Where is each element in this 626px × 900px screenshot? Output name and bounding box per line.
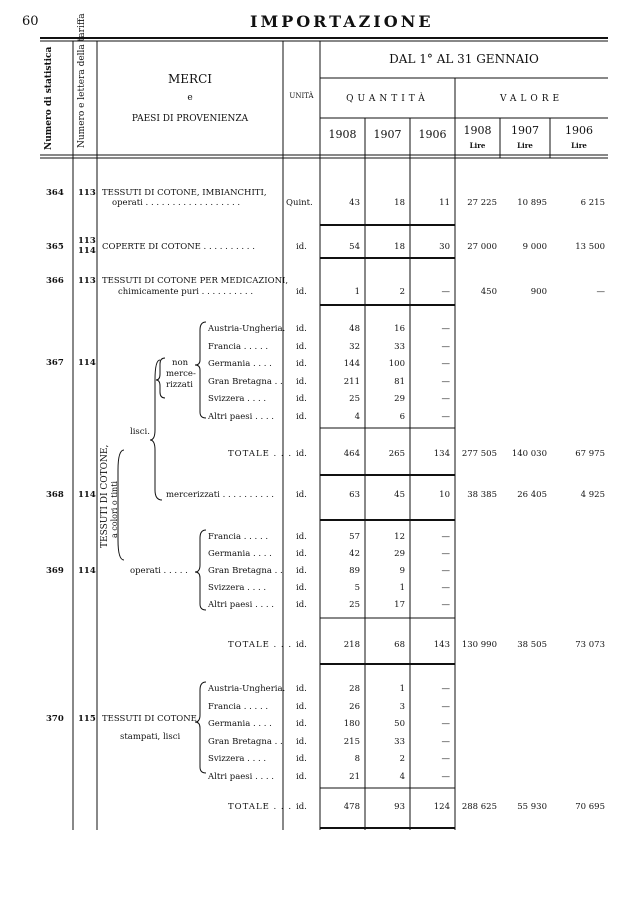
qty-1907: 45 [394,490,405,500]
qty-1907: 17 [394,600,405,610]
value-1907: 9 000 [522,242,547,252]
unit: id. [296,449,307,459]
header-merci: MERCI [167,72,212,86]
total-qty-1906: 143 [433,640,450,650]
country-name: Germania . . . . [208,549,272,559]
header-lire: Lire [517,141,533,150]
value-1906: 4 925 [580,490,605,500]
qty-1908: 57 [349,532,360,542]
qty-1908: 144 [343,359,360,369]
qty-1906: — [441,583,450,593]
tariff-number: 114 [78,358,96,368]
value-1908: 38 385 [467,490,497,500]
stat-number: 369 [46,566,64,576]
unit: id. [296,532,307,542]
qty-1907: 3 [399,701,405,712]
header-lire: Lire [469,141,486,150]
header-valore: VALORE [499,94,564,104]
qty-1908: 42 [349,549,360,559]
goods-description: TESSUTI DI COTONE, [102,714,200,724]
stat-number: 365 [46,242,64,252]
page-title: IMPORTAZIONE [250,12,434,31]
group-label: rizzati [166,380,193,390]
qty-1908: 211 [343,376,360,387]
tariff-number: 114 [78,490,96,500]
qty-1908: 25 [349,600,360,610]
qty-1906: — [441,341,450,352]
unit: id. [296,566,307,576]
desc-text: COPERTE DI COTONE [102,242,201,252]
header-quantita: QUANTITÀ [346,94,429,104]
qty-1907: 29 [394,394,405,404]
total-value-1908: 130 990 [461,640,497,650]
country-name: Svizzera . . . . [208,394,267,404]
qty-1908: 5 [354,583,360,593]
tariff-number: 114 [78,246,96,256]
country-name: Austria-Ungheria. [208,684,286,694]
header-v-1907: 1907 [511,124,539,137]
value-1907: 900 [530,287,547,297]
qty-1906: — [441,376,450,387]
tariff-number: 113 [78,236,96,246]
unit: id. [296,719,307,729]
country-name: Francia . . . . . [208,341,269,352]
unit: id. [296,754,307,764]
qty-1906: — [441,684,450,694]
country-name: Altri paesi . . . . [208,771,274,782]
total-qty-1906: 124 [433,802,450,812]
total-value-1908: 288 625 [461,802,497,812]
total-label: TOTALE . . . [228,640,293,650]
total-qty-1907: 68 [394,640,405,650]
country-name: Altri paesi . . . . [208,411,274,422]
qty-1908: 43 [349,198,360,208]
qty-1906: — [441,771,450,782]
group-label: non [172,358,189,368]
country-name: Francia . . . . . [208,532,269,542]
qty-1907: 33 [394,341,405,352]
qty-1906: — [441,394,450,404]
group-label: merce- [166,369,196,379]
country-name: Gran Bretagna . . [208,376,283,387]
page-number: 60 [22,14,39,29]
qty-1908: 48 [349,324,360,334]
qty-1908: 25 [349,394,360,404]
goods-description-cont: stampati, lisci [120,732,181,742]
goods-description: TESSUTI DI COTONE, IMBIANCHITI, [102,188,267,198]
stat-number: 368 [46,490,64,500]
value-1906: 13 500 [575,242,605,252]
total-value-1907: 38 505 [517,640,547,650]
qty-1906: — [441,532,450,542]
total-value-1907: 140 030 [511,449,547,459]
country-name: Gran Bretagna . . [208,566,283,576]
tariff-number: 113 [78,276,96,286]
unit: id. [296,771,307,782]
qty-1906: — [441,287,450,297]
unit: id. [296,600,307,610]
qty-1908: 32 [349,341,360,352]
total-qty-1908: 218 [343,640,360,650]
qty-1908: 21 [349,771,360,782]
total-value-1907: 55 930 [517,802,547,812]
header-q-1906: 1906 [418,128,447,141]
unit: id. [296,242,307,252]
goods-description: mercerizzati . . . . . . . . . . [166,490,274,500]
qty-1908: 89 [349,566,360,576]
country-name: Altri paesi . . . . [208,600,274,610]
total-qty-1908: 478 [343,802,360,812]
unit: id. [296,736,307,747]
qty-1907: 18 [394,198,405,208]
qty-1907: 1 [399,684,405,694]
qty-1906: 11 [439,198,450,208]
header-period: DAL 1° AL 31 GENNAIO [389,52,539,66]
value-1906: 6 215 [580,198,605,208]
unit: id. [296,394,307,404]
total-value-1908: 277 505 [461,449,497,459]
qty-1906: — [441,566,450,576]
qty-1906: 30 [439,242,450,252]
tariff-number: 115 [78,714,96,724]
country-name: Germania . . . . [208,359,272,369]
qty-1906: — [441,754,450,764]
desc-text: operati [112,198,143,208]
total-label: TOTALE . . . [228,802,293,812]
qty-1908: 1 [354,287,360,297]
value-1907: 10 895 [517,198,547,208]
qty-1908: 8 [354,754,360,764]
lisci-label: lisci. [130,427,150,437]
stat-number: 367 [46,358,64,368]
country-name: Francia . . . . . [208,701,269,712]
unit: id. [296,684,307,694]
value-1907: 26 405 [517,490,547,500]
total-value-1906: 70 695 [575,802,605,812]
qty-1906: — [441,719,450,729]
desc-text: mercerizzati [166,490,220,500]
stat-number: 364 [46,188,64,198]
qty-1907: 81 [394,376,405,387]
side-label: a colori o tinti [110,481,119,538]
total-qty-1907: 265 [388,449,405,459]
unit: id. [296,341,307,352]
unit: id. [296,490,307,500]
qty-1907: 18 [394,242,405,252]
country-name: Svizzera . . . . [208,754,267,764]
qty-1907: 100 [388,359,405,369]
total-qty-1907: 93 [394,802,405,812]
qty-1906: — [441,701,450,712]
qty-1907: 12 [394,532,405,542]
header-e: e [187,93,193,103]
qty-1907: 29 [394,549,405,559]
country-name: Svizzera . . . . [208,583,267,593]
tariff-number: 114 [78,566,96,576]
header-stat-number: Numero di statistica [44,46,54,150]
header-lire: Lire [571,141,587,150]
total-qty-1908: 464 [343,449,360,459]
qty-1907: 6 [399,411,405,422]
qty-1906: — [441,411,450,422]
total-value-1906: 67 975 [575,449,605,459]
value-1906: — [596,287,605,297]
unit: id. [296,287,307,297]
qty-1906: — [441,549,450,559]
qty-1908: 4 [354,411,360,422]
qty-1907: 50 [394,719,405,729]
qty-1906: 10 [439,490,450,500]
header-tariff-number: Numero e lettera della tariffa [77,13,87,148]
goods-description: TESSUTI DI COTONE PER MEDICAZIONI, [102,276,289,286]
qty-1907: 9 [399,566,405,576]
qty-1906: — [441,736,450,747]
qty-1906: — [441,359,450,369]
qty-1906: — [441,324,450,334]
unit: Quint. [286,198,313,208]
qty-1908: 180 [343,719,360,729]
qty-1907: 2 [399,287,405,297]
total-label: TOTALE . . . [228,449,293,459]
country-name: Gran Bretagna . . [208,736,283,747]
stat-number: 370 [46,714,64,724]
unit: id. [296,549,307,559]
tariff-number: 113 [78,188,96,198]
total-value-1906: 73 073 [575,640,605,650]
header-unita: UNITÀ [289,92,314,100]
unit: id. [296,411,307,422]
country-name: Austria-Ungheria. [208,324,286,334]
goods-description: operati . . . . . [130,566,188,576]
header-q-1907: 1907 [373,128,402,141]
qty-1908: 63 [349,490,360,500]
qty-1907: 2 [399,754,405,764]
value-1908: 450 [480,287,497,297]
unit: id. [296,359,307,369]
qty-1908: 28 [349,684,360,694]
value-1908: 27 225 [467,198,497,208]
unit: id. [296,640,307,650]
unit: id. [296,701,307,712]
qty-1907: 1 [399,583,405,593]
goods-description-cont: operati . . . . . . . . . . . . . . . . . . [112,198,241,208]
unit: id. [296,376,307,387]
unit: id. [296,324,307,334]
qty-1908: 54 [349,242,360,252]
qty-1907: 4 [399,771,405,782]
stat-number: 366 [46,276,64,286]
qty-1908: 26 [349,701,360,712]
header-v-1908: 1908 [463,124,492,137]
desc-text: chimicamente puri [118,287,199,297]
country-name: Germania . . . . [208,719,272,729]
total-qty-1906: 134 [433,449,450,459]
header-paesi: PAESI DI PROVENIENZA [131,114,249,124]
qty-1907: 16 [394,324,405,334]
goods-description-cont: chimicamente puri . . . . . . . . . . [118,287,254,297]
side-label: TESSUTI DI COTONE, [100,444,110,548]
header-q-1908: 1908 [328,128,357,141]
goods-description: COPERTE DI COTONE . . . . . . . . . . [102,242,255,252]
unit: id. [296,583,307,593]
qty-1908: 215 [343,736,360,747]
qty-1906: — [441,600,450,610]
header-v-1906: 1906 [565,124,593,137]
unit: id. [296,802,307,812]
qty-1907: 33 [394,736,405,747]
value-1908: 27 000 [467,242,497,252]
